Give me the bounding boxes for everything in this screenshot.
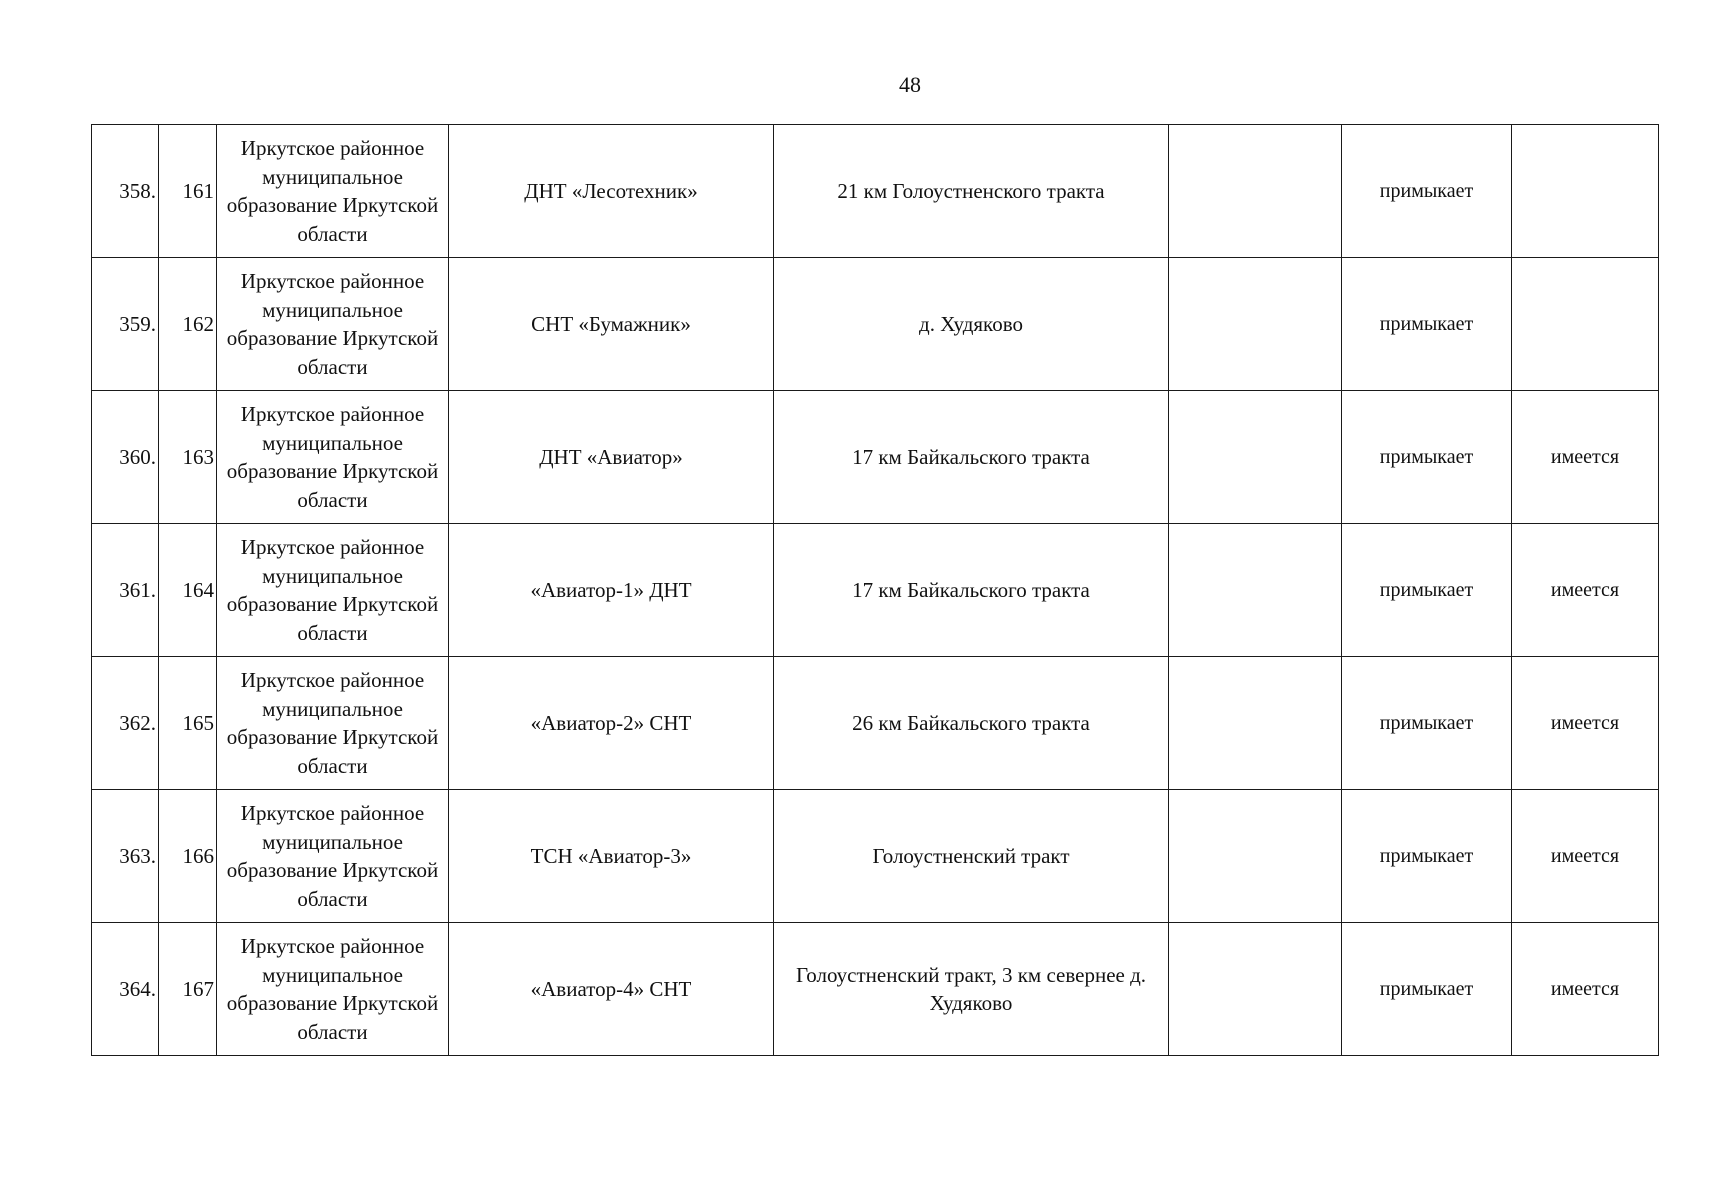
row-number-cell: 358. bbox=[92, 125, 159, 258]
location-cell: 21 км Голоустненского тракта bbox=[774, 125, 1169, 258]
location-cell: 17 км Байкальского тракта bbox=[774, 391, 1169, 524]
municipality-cell: Иркутское районное муниципальное образование Иркутской области bbox=[217, 923, 449, 1056]
location-cell: 17 км Байкальского тракта bbox=[774, 524, 1169, 657]
name-cell: ДНТ «Лесотехник» bbox=[449, 125, 774, 258]
availability-cell bbox=[1512, 258, 1659, 391]
name-cell: «Авиатор-4» СНТ bbox=[449, 923, 774, 1056]
municipality-cell: Иркутское районное муниципальное образование Иркутской области bbox=[217, 790, 449, 923]
table-row bbox=[92, 125, 1659, 258]
table-row bbox=[92, 391, 1659, 524]
status-cell: примыкает bbox=[1342, 524, 1512, 657]
location-cell: 26 км Байкальского тракта bbox=[774, 657, 1169, 790]
status-cell: примыкает bbox=[1342, 258, 1512, 391]
empty-cell bbox=[1169, 125, 1342, 258]
name-cell: ДНТ «Авиатор» bbox=[449, 391, 774, 524]
row-number-cell: 363. bbox=[92, 790, 159, 923]
name-cell: «Авиатор-2» СНТ bbox=[449, 657, 774, 790]
name-cell: СНТ «Бумажник» bbox=[449, 258, 774, 391]
empty-cell bbox=[1169, 524, 1342, 657]
table-row bbox=[92, 923, 1659, 1056]
page-number: 48 bbox=[899, 72, 921, 97]
name-cell: ТСН «Авиатор-3» bbox=[449, 790, 774, 923]
availability-cell: имеется bbox=[1512, 391, 1659, 524]
sub-number-cell: 164 bbox=[159, 524, 217, 657]
location-cell: д. Худяково bbox=[774, 258, 1169, 391]
empty-cell bbox=[1169, 923, 1342, 1056]
table-row bbox=[92, 258, 1659, 391]
sub-number-cell: 162 bbox=[159, 258, 217, 391]
municipality-cell: Иркутское районное муниципальное образование Иркутской области bbox=[217, 524, 449, 657]
municipality-cell: Иркутское районное муниципальное образование Иркутской области bbox=[217, 258, 449, 391]
availability-cell: имеется bbox=[1512, 790, 1659, 923]
table-row bbox=[92, 790, 1659, 923]
status-cell: примыкает bbox=[1342, 657, 1512, 790]
sub-number-cell: 167 bbox=[159, 923, 217, 1056]
availability-cell: имеется bbox=[1512, 657, 1659, 790]
row-number-cell: 359. bbox=[92, 258, 159, 391]
empty-cell bbox=[1169, 657, 1342, 790]
status-cell: примыкает bbox=[1342, 923, 1512, 1056]
empty-cell bbox=[1169, 258, 1342, 391]
location-cell: Голоустненский тракт bbox=[774, 790, 1169, 923]
sub-number-cell: 163 bbox=[159, 391, 217, 524]
empty-cell bbox=[1169, 391, 1342, 524]
status-cell: примыкает bbox=[1342, 125, 1512, 258]
row-number-cell: 362. bbox=[92, 657, 159, 790]
availability-cell: имеется bbox=[1512, 923, 1659, 1056]
table-row bbox=[92, 524, 1659, 657]
empty-cell bbox=[1169, 790, 1342, 923]
row-number-cell: 360. bbox=[92, 391, 159, 524]
location-cell: Голоустненский тракт, 3 км севернее д. Худяково bbox=[774, 923, 1169, 1056]
municipality-cell: Иркутское районное муниципальное образование Иркутской области bbox=[217, 125, 449, 258]
table-row bbox=[92, 657, 1659, 790]
availability-cell bbox=[1512, 125, 1659, 258]
name-cell: «Авиатор-1» ДНТ bbox=[449, 524, 774, 657]
status-cell: примыкает bbox=[1342, 391, 1512, 524]
row-number-cell: 361. bbox=[92, 524, 159, 657]
sub-number-cell: 166 bbox=[159, 790, 217, 923]
sub-number-cell: 165 bbox=[159, 657, 217, 790]
table-body bbox=[92, 125, 1659, 1056]
municipality-cell: Иркутское районное муниципальное образование Иркутской области bbox=[217, 657, 449, 790]
municipality-cell: Иркутское районное муниципальное образование Иркутской области bbox=[217, 391, 449, 524]
settlements-table bbox=[91, 124, 1659, 1056]
availability-cell: имеется bbox=[1512, 524, 1659, 657]
sub-number-cell: 161 bbox=[159, 125, 217, 258]
row-number-cell: 364. bbox=[92, 923, 159, 1056]
status-cell: примыкает bbox=[1342, 790, 1512, 923]
